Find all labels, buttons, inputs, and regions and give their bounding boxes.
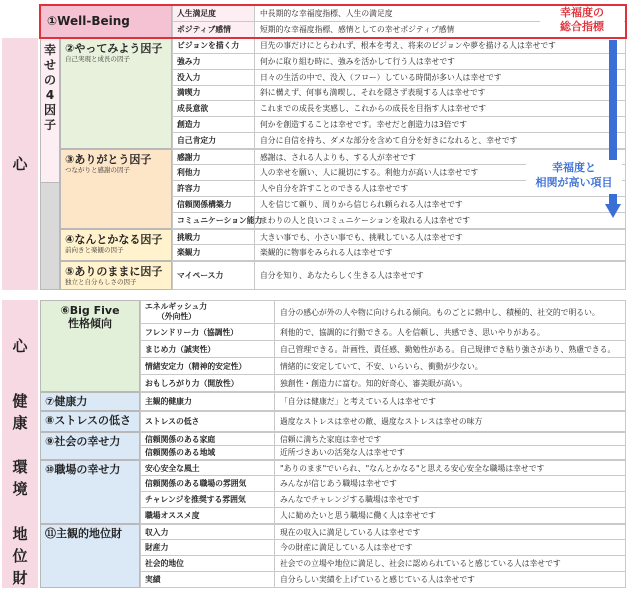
row-name-text: 信頼関係のある職場の雰囲気 — [145, 479, 247, 488]
row-name — [172, 54, 254, 69]
row-name — [140, 540, 274, 555]
row-description: 楽観的に物事をみられる人は幸せです — [254, 245, 626, 260]
row-name-text: 満喫力 — [177, 88, 201, 98]
row-name — [172, 181, 254, 196]
row-description: みんなが信じあう職場は幸せです — [274, 476, 626, 491]
table-row — [172, 213, 626, 229]
row-name — [172, 70, 254, 85]
table-row — [172, 261, 626, 290]
row-name — [172, 150, 254, 164]
table-row — [172, 86, 626, 102]
row-description: これまでの成長を実感し、これからの成長を目指す人は幸せです — [254, 101, 626, 116]
row-name — [140, 508, 274, 523]
row-name-text: 信頼関係構築力 — [177, 200, 232, 209]
side-heart-lower-label: 心 — [12, 337, 28, 355]
row-name-text-2: （外向性） — [157, 312, 196, 321]
row-name-text: 成長意欲 — [177, 104, 209, 114]
row-description: みんなでチャレンジする職場は幸せです — [274, 492, 626, 507]
row-name-text: 挑戦力 — [177, 232, 201, 242]
row-description: 現在の収入に満足している人は幸せです — [274, 525, 626, 539]
table-row — [172, 133, 626, 149]
row-name-text: エネルギッシュ力 — [145, 302, 208, 311]
table-row — [140, 375, 626, 392]
side-health-label: 健 康 — [12, 392, 28, 432]
row-description: 何かを創造することは幸せです。幸せだと創造力は3倍です — [254, 117, 626, 132]
row-description: 「自分は健康だ」と考えている人は幸せです — [274, 393, 626, 410]
side-heart-upper-label: 心 — [12, 155, 28, 173]
table-row — [140, 432, 626, 446]
row-name — [172, 262, 254, 289]
table-row — [140, 476, 626, 492]
row-name-text: 創造力 — [177, 120, 201, 130]
row-description: 近所づきあいの活発な人は幸せです — [274, 446, 626, 459]
side-status-label: 地 位 財 — [12, 525, 28, 587]
row-name — [140, 556, 274, 571]
group-4-title: ④なんとかなる因子 — [65, 233, 163, 246]
side-environment — [2, 432, 38, 524]
rows-group-10 — [140, 460, 626, 524]
row-name-text: 感謝力 — [177, 152, 201, 162]
group-8 — [40, 411, 140, 432]
group-3 — [60, 149, 172, 229]
row-description: 大きい事でも、小さい事でも、挑戦している人は幸せです — [254, 230, 626, 244]
row-description: 何かに取り組む時に、強みを活かして行う人は幸せです — [254, 54, 626, 69]
row-description: 自分の感心が外の人や物に向けられる傾向。ものごとに熱中し、積極的、社交的で明るい。 — [274, 301, 626, 323]
group-9 — [40, 432, 140, 460]
table-row — [140, 446, 626, 460]
group-11 — [40, 524, 140, 588]
row-description: 中長期的な幸福度指標、人生の満足度 — [254, 6, 626, 21]
row-name-text: 職場オススメ度 — [145, 511, 200, 520]
group-8-title: ⑧ストレスの低さ — [45, 414, 131, 427]
side-health — [2, 392, 38, 432]
row-name — [140, 525, 274, 539]
row-name-text: 楽観力 — [177, 248, 201, 257]
row-name — [172, 213, 263, 228]
row-name-text: 主観的健康力 — [145, 397, 192, 406]
row-name-text: 情緒安定力（精神的安定性） — [145, 361, 247, 371]
row-description: 自分を知り、あなたらしく生きる人は幸せです — [254, 262, 626, 289]
table-row — [140, 324, 626, 341]
row-description: 過度なストレスは幸せの敵、過度なストレスは幸せの味方 — [274, 412, 626, 431]
row-name — [172, 101, 254, 116]
group-11-title: ⑪主観的地位財 — [45, 527, 122, 540]
row-name-text: 自己肯定力 — [177, 136, 216, 146]
row-name-text: フレンドリー力（協調性） — [145, 327, 239, 337]
row-name-text: 実績 — [145, 575, 161, 584]
table-row — [140, 341, 626, 358]
table-row — [140, 392, 626, 411]
callout-total-index — [540, 6, 624, 36]
row-name-text: 収入力 — [145, 527, 169, 537]
group-5-sub: 独立と自分らしさの因子 — [65, 278, 137, 286]
row-name-text: マイペース力 — [177, 271, 224, 280]
group-6-title: ⑥Big Five — [60, 304, 120, 317]
row-name — [140, 433, 274, 445]
group-3-title: ③ありがとう因子 — [65, 153, 152, 166]
row-name — [140, 476, 274, 491]
side-heart-lower — [2, 300, 38, 392]
group-5 — [60, 261, 172, 290]
row-description: 情緒的に安定していて、不安、いらいら、衝動が少ない。 — [274, 358, 626, 374]
row-name-text: チャレンジを推奨する雰囲気 — [145, 495, 246, 504]
table-row — [140, 411, 626, 432]
rows-group-4 — [172, 229, 626, 261]
row-name-text: 没入力 — [177, 72, 201, 82]
table-row — [140, 572, 626, 588]
row-name-text: ポジティブ感情 — [177, 24, 231, 34]
row-name-text: 社会的地位 — [145, 559, 184, 568]
row-description: 自己管理できる。計画性、責任感、勤勉性がある。自己規律でき粘り強さがあり、熟慮できる。 — [274, 341, 626, 357]
row-name — [172, 197, 254, 212]
side-heart-upper — [2, 38, 38, 290]
group-2-sub: 自己実現と成長の因子 — [65, 55, 130, 63]
table-row — [172, 54, 626, 70]
table-row — [172, 245, 626, 261]
group-3-sub: つながりと感謝の因子 — [65, 166, 130, 174]
row-name — [140, 393, 274, 410]
table-row — [172, 101, 626, 117]
table-row — [140, 540, 626, 556]
row-name — [172, 133, 254, 148]
row-name — [172, 245, 254, 260]
rows-group-8 — [140, 411, 626, 432]
group-7-title: ⑦健康力 — [45, 395, 88, 408]
table-row — [172, 117, 626, 133]
row-name — [172, 86, 254, 101]
row-name-text: ビジョンを描く力 — [177, 41, 240, 51]
group-6 — [40, 300, 140, 392]
row-name-text: 信頼関係のある地域 — [145, 448, 216, 457]
row-name-text: 許容力 — [177, 184, 201, 193]
group-4-sub: 前向きと楽観の因子 — [65, 246, 124, 254]
row-description: 日々の生活の中で、没入（フロー）している時間が多い人は幸せです — [254, 70, 626, 85]
row-description: 利他的で、協調的に行動できる。人を信頼し、共感でき、思いやりがある。 — [274, 324, 626, 340]
callout-correlated — [526, 160, 622, 194]
row-name — [140, 572, 274, 587]
rows-group-2 — [172, 38, 626, 149]
row-name-text: 安心安全な風土 — [145, 463, 200, 473]
table-row — [172, 38, 626, 54]
row-description: 短期的な幸福度指標、感情としての幸せポジティブ感情 — [254, 22, 626, 38]
row-name-text: 強み力 — [177, 56, 201, 66]
row-description: 社会での立場や地位に満足し、社会に認められていると感じている人は幸せです — [274, 556, 626, 571]
rows-group-7 — [140, 392, 626, 411]
row-name — [172, 230, 254, 244]
table-row — [140, 300, 626, 324]
row-description: 自分らしい実績を上げていると感じている人は幸せです — [274, 572, 626, 587]
group-2-title: ②やってみよう因子 — [65, 42, 163, 55]
row-name — [140, 412, 274, 431]
row-name-text: ストレスの低さ — [145, 417, 200, 426]
row-description: "ありのまま"でいられ、"なんとかなる"と思える安心安全な職場は幸せです — [274, 461, 626, 475]
row-name — [140, 324, 274, 340]
row-name-text: まじめ力（誠実性） — [145, 344, 216, 354]
table-row — [140, 460, 626, 476]
row-description: 信頼に満ちた家庭は幸せです — [274, 433, 626, 445]
table-row — [140, 524, 626, 540]
four-factor-text: 幸 せ の 4 因 子 — [43, 43, 56, 132]
row-name — [140, 301, 274, 323]
row-name — [172, 117, 254, 132]
row-name-text: 利他力 — [177, 168, 201, 177]
row-description: まわりの人と良いコミュニケーションを取れる人は幸せです — [254, 213, 626, 228]
callout-correlated-text: 幸福度と 相関が高い項目 — [535, 161, 613, 189]
group-5-title: ⑤ありのままに因子 — [65, 265, 163, 278]
rows-group-5 — [172, 261, 626, 290]
row-name — [140, 461, 274, 475]
callout-total-index-text: 幸福度の 総合指標 — [560, 6, 604, 33]
factor-gray-bar — [40, 182, 60, 290]
row-name — [140, 446, 274, 459]
row-name-text: 人生満足度 — [177, 8, 216, 18]
row-name-text: おもしろがり力（開放性） — [145, 378, 239, 388]
row-name-text: コミュニケーション能力 — [177, 216, 263, 225]
table-row — [172, 229, 626, 245]
row-description: 自分に自信を持ち、ダメな部分を含めて自分を好きになれると、幸せです — [254, 133, 626, 148]
group-10-title: ⑩職場の幸せ力 — [45, 463, 121, 476]
row-name — [140, 492, 274, 507]
table-row — [140, 508, 626, 524]
row-name-text: 信頼関係のある家庭 — [145, 434, 216, 444]
rows-group-6 — [140, 300, 626, 392]
group-6-title2: 性格傾向 — [68, 317, 112, 330]
row-description: 人や自分を許すことのできる人は幸せです — [254, 181, 626, 196]
row-description: 今の財産に満足している人は幸せです — [274, 540, 626, 555]
row-name-text: 財産力 — [145, 543, 169, 552]
side-status — [2, 524, 38, 588]
group-9-title: ⑨社会の幸せ力 — [45, 435, 121, 448]
row-description: 人の幸せを願い、人に親切にする。利他力が高い人は幸せです — [254, 165, 626, 180]
group-7 — [40, 392, 140, 411]
group-4 — [60, 229, 172, 261]
row-description: 感謝は、される人よりも、する人が幸せです — [254, 150, 626, 164]
row-description: 人に勧めたいと思う職場に働く人は幸せです — [274, 508, 626, 523]
row-name — [172, 165, 254, 180]
table-row — [140, 358, 626, 375]
table-row — [140, 492, 626, 508]
group-10 — [40, 460, 140, 524]
table-row — [172, 70, 626, 86]
rows-group-9 — [140, 432, 626, 460]
wellbeing-highlight-frame — [39, 4, 627, 39]
group-2 — [60, 38, 172, 149]
table-row — [172, 197, 626, 213]
rows-group-11 — [140, 524, 626, 588]
table-row — [140, 556, 626, 572]
row-description: 目先の事だけにとらわれず、根本を考え、将来のビジョンや夢を描ける人は幸せです — [254, 39, 626, 53]
row-description: 独創性・創造力に富む。知的好奇心、審美眼が高い。 — [274, 375, 626, 391]
row-name — [140, 358, 274, 374]
row-description: 人を信じて頼り、周りから信じられ頼られる人は幸せです — [254, 197, 626, 212]
side-environment-label: 環 境 — [12, 458, 28, 498]
row-description: 斜に構えず、何事も満喫し、それを隠さず表現する人は幸せです — [254, 86, 626, 101]
row-name — [140, 375, 274, 391]
group-wellbeing-title: ①Well-Being — [47, 14, 130, 28]
row-name — [140, 341, 274, 357]
row-name — [172, 39, 254, 53]
